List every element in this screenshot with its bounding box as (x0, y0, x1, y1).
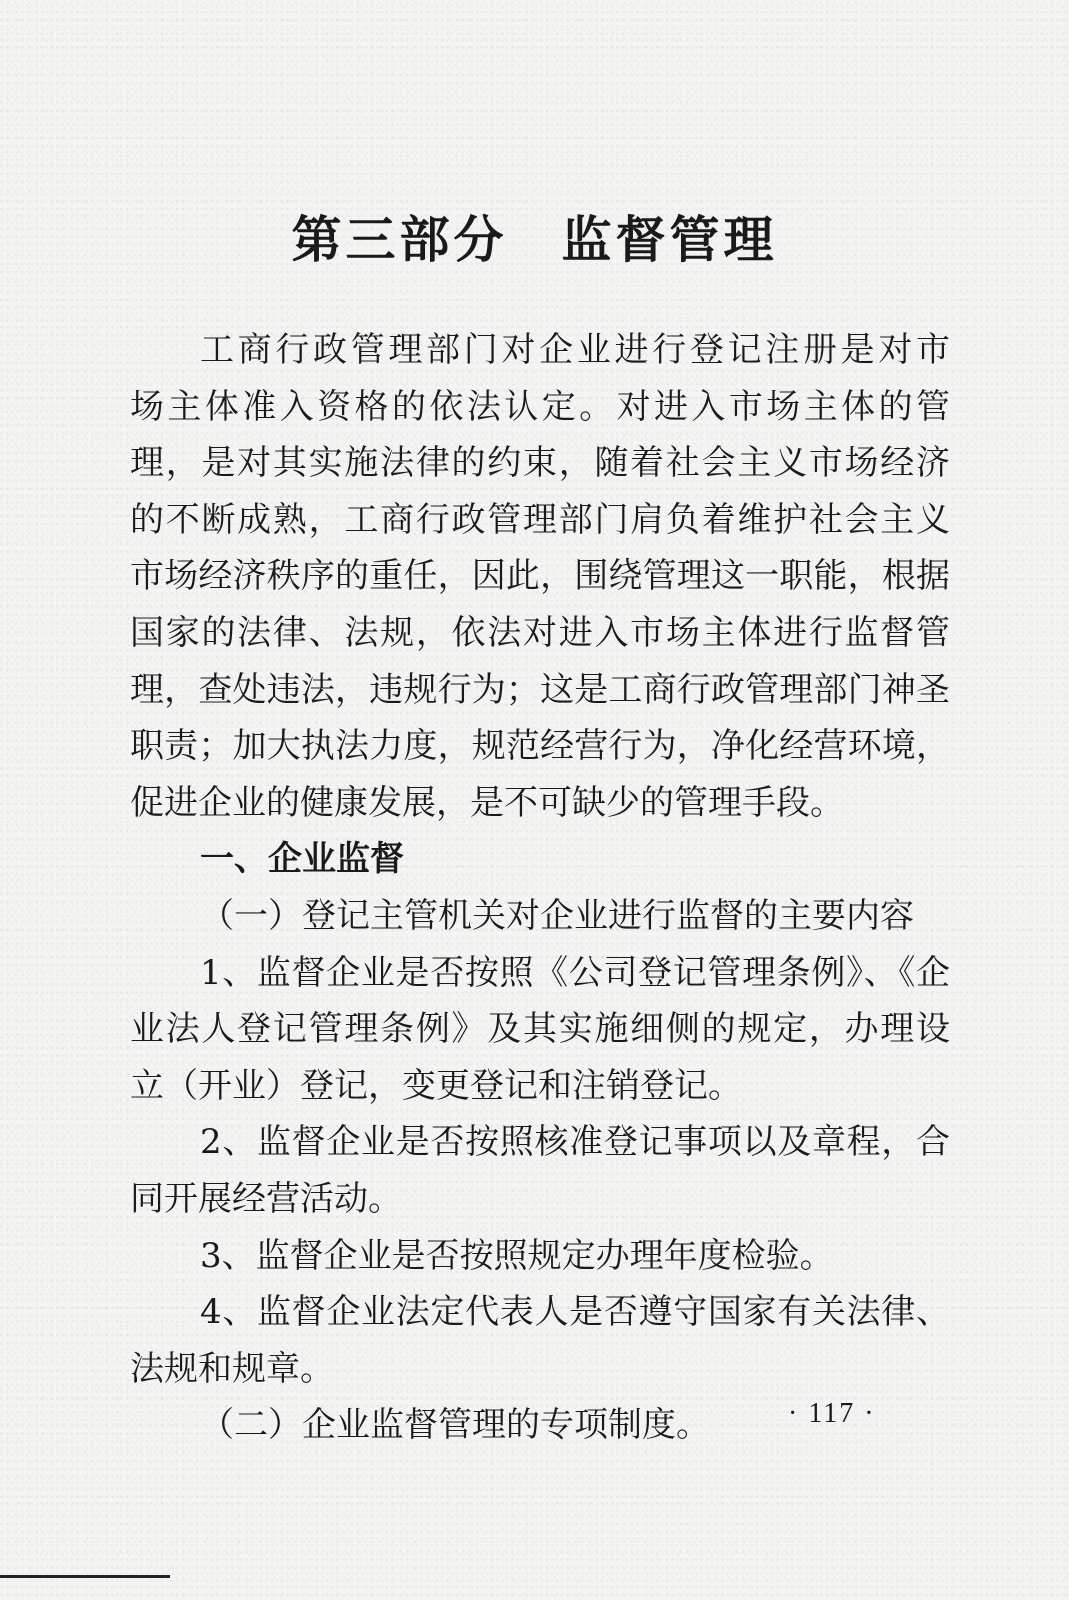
list-item-line: 法规和规章。 (130, 1348, 334, 1389)
list-item-line: 1、监督企业是否按照《公司登记管理条例》、《企 (200, 952, 950, 993)
paragraph-line: 促进企业的健康发展，是不可缺少的管理手段。 (130, 782, 844, 823)
list-item-line: 3、监督企业是否按照规定办理年度检验。 (200, 1235, 834, 1276)
body-text (130, 322, 950, 1454)
page-number: · 117 · (788, 1398, 876, 1429)
paragraph-line: 工商行政管理部门对企业进行登记注册是对市 (200, 330, 950, 370)
section-heading: 一、企业监督 (200, 839, 404, 880)
page-title: 第三部分 监督管理 (291, 210, 778, 269)
paragraph-line: 国家的法律、法规，依法对进入市场主体进行监督管 (130, 612, 950, 653)
paragraph-line: 理，是对其实施法律的约束，随着社会主义市场经济 (130, 443, 950, 484)
subsection-heading: （二）企业监督管理的专项制度。 (200, 1405, 710, 1446)
paragraph-line: 市场经济秩序的重任，因此，围绕管理这一职能，根据 (130, 556, 950, 597)
list-item-line: 2、监督企业是否按照核准登记事项以及章程，合 (200, 1122, 950, 1163)
list-item-line: 立（开业）登记，变更登记和注销登记。 (130, 1065, 742, 1106)
subsection-heading: （一）登记主管机关对企业进行监督的主要内容 (200, 895, 914, 936)
bottom-rule (0, 1575, 170, 1578)
paragraph-line: 理，查处违法，违规行为；这是工商行政管理部门神圣 (130, 669, 950, 710)
paragraph-line: 场主体准入资格的依法认定。对进入市场主体的管 (130, 386, 950, 427)
list-item-line: 4、监督企业法定代表人是否遵守国家有关法律、 (200, 1292, 950, 1333)
list-item-line: 业法人登记管理条例》及其实施细侧的规定，办理设 (130, 1009, 950, 1050)
paragraph-line: 职责；加大执法力度，规范经营行为，净化经营环境， (130, 726, 950, 767)
paragraph-line: 的不断成熟，工商行政管理部门肩负着维护社会主义 (130, 499, 950, 540)
list-item-line: 同开展经营活动。 (130, 1178, 402, 1219)
